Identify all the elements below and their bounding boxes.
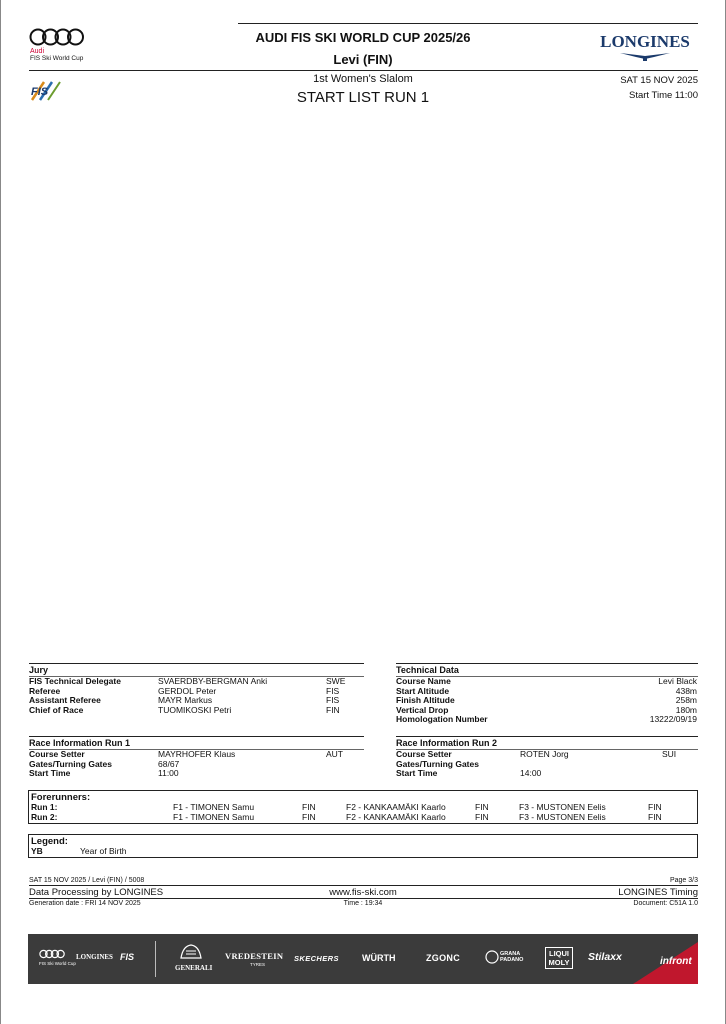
- jury-name: TUOMIKOSKI Petri: [158, 704, 232, 715]
- jury-nation: FIS: [326, 685, 340, 696]
- jury-nation: FIN: [326, 704, 340, 715]
- jury-label: FIS Technical Delegate: [29, 676, 121, 686]
- legend-title: Legend:: [31, 836, 68, 847]
- technical-value: 13222/09/19: [649, 714, 697, 725]
- run1-setter-nation: AUT: [326, 749, 343, 759]
- forerunner-run-label: Run 1:: [31, 802, 58, 812]
- run2-gates-label: Gates/Turning Gates: [396, 758, 479, 769]
- technical-label: Homologation Number: [396, 714, 488, 725]
- event-name: 1st Women's Slalom: [313, 73, 413, 85]
- run2-start: 14:00: [520, 768, 542, 779]
- run2-setter-nation: SUI: [662, 749, 677, 759]
- forerunner-f3: F3 - MUSTONEN Eelis: [519, 802, 606, 812]
- technical-value: Levi Black: [658, 676, 697, 686]
- start-time: Start Time 11:00: [629, 90, 698, 101]
- run1-title: Race Information Run 1: [29, 738, 131, 748]
- run2-start-label: Start Time: [396, 768, 438, 779]
- sponsor-longines: LONGINES: [76, 953, 113, 961]
- technical-label: Course Name: [396, 676, 451, 686]
- run1-gates-label: Gates/Turning Gates: [29, 758, 112, 769]
- forerunner-f2: F2 - KANKAAMÄKI Kaarlo: [346, 811, 446, 822]
- technical-label: Vertical Drop: [396, 704, 449, 715]
- fis-logo: [28, 80, 62, 102]
- footer-page: Page 3/3: [669, 877, 698, 884]
- grana-padano-emblem-icon: [485, 949, 499, 965]
- sponsor-zgonc: ZGONC: [426, 953, 460, 963]
- sponsor-generali: GENERALI: [175, 964, 213, 972]
- technical-title: Technical Data: [396, 665, 459, 675]
- run1-start-label: Start Time: [29, 768, 71, 779]
- sponsor-audi-sub: FIS Ski World Cup: [39, 961, 76, 966]
- run2-title: Race Information Run 2: [396, 738, 498, 748]
- jury-name: MAYR Markus: [158, 695, 213, 706]
- forerunner-f2-nation: FIN: [475, 811, 489, 822]
- technical-value: 258m: [675, 695, 697, 706]
- footer-generation-date: Generation date : FRI 14 NOV 2025: [29, 900, 141, 907]
- run1-setter-label: Course Setter: [29, 749, 85, 759]
- jury-name: SVAERDBY-BERGMAN Anki: [158, 676, 268, 686]
- footer-document: Document: C51A 1.0: [633, 900, 698, 907]
- jury-name: GERDOL Peter: [158, 685, 217, 696]
- longines-wings-icon: [618, 50, 672, 62]
- forerunner-f3: F3 - MUSTONEN Eelis: [519, 811, 606, 822]
- forerunner-f3-nation: FIN: [648, 802, 662, 812]
- sponsor-vredestein: VREDESTEIN: [225, 951, 284, 961]
- jury-nation: SWE: [326, 676, 346, 686]
- technical-label: Start Altitude: [396, 685, 450, 696]
- generali-lion-icon: [177, 942, 205, 960]
- sponsor-infront: infront: [660, 956, 692, 967]
- forerunner-f1-nation: FIN: [302, 811, 316, 822]
- jury-label: Assistant Referee: [29, 695, 101, 706]
- forerunner-run-label: Run 2:: [31, 811, 58, 822]
- run2-setter-label: Course Setter: [396, 749, 452, 759]
- sponsor-banner: [28, 934, 698, 984]
- forerunner-f3-nation: FIN: [648, 811, 662, 822]
- run2-setter: ROTEN Jorg: [520, 749, 569, 759]
- audi-rings-logo: [29, 27, 85, 47]
- technical-value: 180m: [675, 704, 697, 715]
- sponsor-fis: FIS: [120, 952, 135, 962]
- technical-value: 438m: [675, 685, 697, 696]
- document-title: START LIST RUN 1: [296, 89, 430, 106]
- legend-description: Year of Birth: [80, 846, 127, 856]
- footer-timing: LONGINES Timing: [618, 887, 698, 898]
- forerunner-f1-nation: FIN: [302, 802, 316, 812]
- footer-time: Time : 19:34: [343, 900, 383, 907]
- sponsor-audi-rings-icon: [39, 949, 65, 959]
- sponsor-stilaxx: Stilaxx: [588, 951, 622, 963]
- run1-start: 11:00: [158, 768, 179, 779]
- forerunner-f1: F1 - TIMONEN Samu: [173, 811, 255, 822]
- sponsor-grana-padano: GRANA PADANO: [500, 951, 524, 963]
- forerunners-title: Forerunners:: [31, 792, 91, 803]
- run1-setter: MAYRHOFER Klaus: [158, 749, 236, 759]
- footer-reference: SAT 15 NOV 2025 / Levi (FIN) / 5008: [29, 877, 145, 884]
- forerunner-f2-nation: FIN: [475, 802, 489, 812]
- sponsor-wurth: WÜRTH: [362, 953, 396, 963]
- venue-title: Levi (FIN): [333, 52, 393, 67]
- race-date: SAT 15 NOV 2025: [620, 75, 698, 86]
- audi-sub-label: Audi: [30, 48, 45, 55]
- competition-title: AUDI FIS SKI WORLD CUP 2025/26: [255, 30, 471, 45]
- fis-logo-text: FIS: [31, 86, 49, 98]
- legend-box: [28, 834, 698, 858]
- forerunner-f2: F2 - KANKAAMÄKI Kaarlo: [346, 802, 446, 812]
- jury-nation: FIS: [326, 695, 340, 706]
- legend-key: YB: [31, 846, 43, 856]
- technical-label: Finish Altitude: [396, 695, 455, 706]
- footer-url[interactable]: www.fis-ski.com: [329, 887, 397, 898]
- jury-title: Jury: [29, 665, 49, 675]
- audi-world-cup-label: FIS Ski World Cup: [30, 55, 84, 62]
- sponsor-skechers: SKECHERS: [294, 954, 339, 963]
- run1-gates: 68/67: [158, 758, 180, 769]
- sponsor-divider: [155, 941, 156, 977]
- longines-logo: LONGINES: [600, 32, 690, 51]
- sponsor-liqui-moly: LIQUI MOLY: [545, 947, 573, 969]
- jury-label: Referee: [29, 685, 61, 696]
- footer-processing: Data Processing by LONGINES: [29, 887, 164, 898]
- forerunner-f1: F1 - TIMONEN Samu: [173, 802, 255, 812]
- sponsor-vredestein-sub: TYRES: [250, 962, 266, 967]
- jury-label: Chief of Race: [29, 704, 84, 715]
